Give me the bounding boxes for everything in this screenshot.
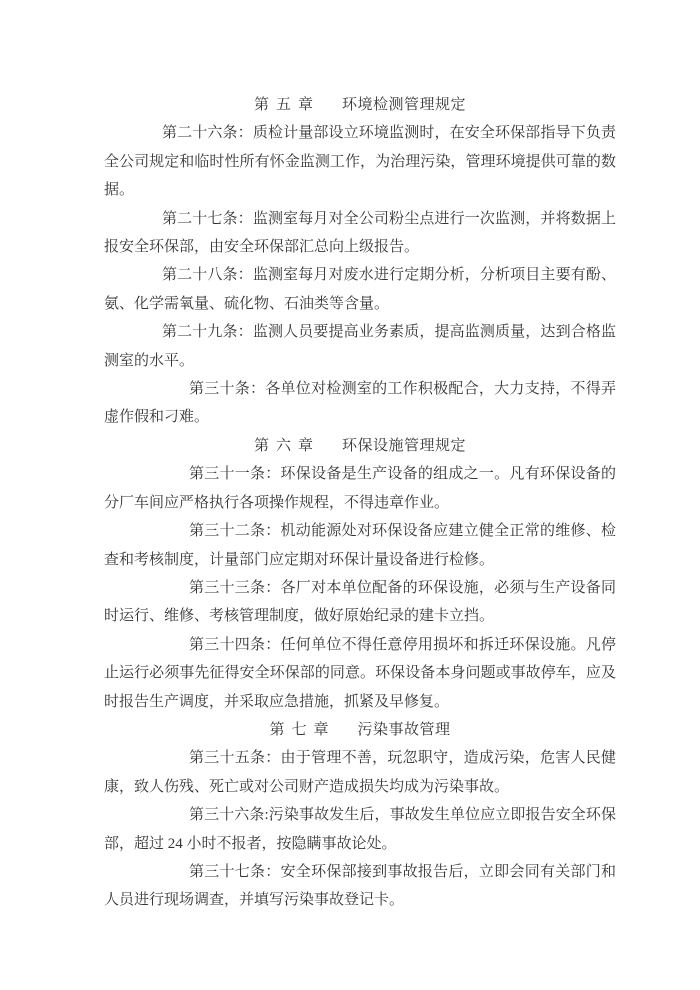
document-content: [104, 91, 616, 915]
chapter-5-title: 环境检测管理规定: [342, 97, 467, 113]
article-37-paragraph: 第三十七条：安全环保部接到事故报告后，立即会同有关部门和人员进行现场调查，并填写污染事故登记卡。: [104, 863, 616, 909]
article-33-paragraph: 第三十三条：各厂对本单位配备的环保设施，必须与生产设备同时运行、维修、考核管理制度，做好原始纪录的建卡立挡。: [104, 579, 616, 625]
chapter-heading-gap: [320, 108, 342, 109]
chapter-7-title: 污染事故管理: [357, 721, 451, 738]
article-36-paragraph: 第三十六条:污染事故发生后，事故发生单位应立即报告安全环保部，超过 24 小时不报者，按隐瞒事故论处。: [104, 807, 616, 852]
article-26-paragraph: 第二十六条：质检计量部设立环境监测时，在安全环保部指导下负责全公司规定和临时性所有怀金监测工作，为治理污染，管理环境提供可靠的数据。: [104, 125, 616, 199]
chapter-7-heading: [104, 716, 616, 744]
chapter-6-heading: [104, 432, 616, 460]
chapter-7-number: 第七章: [269, 721, 336, 738]
article-32-paragraph: 第三十二条：机动能源处对环保设备应建立健全正常的维修、检查和考核制度，计量部门应定期对环保计量设备进行检修。: [104, 523, 616, 568]
article-27-paragraph: 第二十七条：监测室每月对全公司粉尘点进行一次监测，并将数据上报安全环保部，由安全环保部汇总向上级报告。: [104, 210, 616, 256]
article-29-paragraph: 第二十九条：监测人员要提高业务素质，提高监测质量，达到合格监测室的水平。: [104, 324, 616, 369]
chapter-heading-gap: [336, 733, 358, 734]
chapter-6-number: 第六章: [253, 437, 320, 454]
chapter-5-number: 第五章: [253, 97, 320, 113]
article-31-paragraph: 第三十一条：环保设备是生产设备的组成之一。凡有环保设备的分厂车间应严格执行各项操作规程，不得违章作业。: [104, 466, 616, 511]
article-35-paragraph: 第三十五条：由于管理不善，玩忽职守，造成污染，危害人民健康，致人伤残、死亡或对公司财产造成损失均成为污染事故。: [104, 750, 616, 795]
chapter-5-heading: [104, 91, 616, 119]
chapter-6-title: 环保设施管理规定: [342, 437, 467, 454]
article-34-paragraph: 第三十四条：任何单位不得任意停用损坏和拆迁环保设施。凡停止运行必须事先征得安全环保部的同意。环保设备本身问题或事故停车，应及时报告生产调度，并采取应急措施，抓紧及早修复。: [104, 636, 616, 710]
chapter-heading-gap: [320, 449, 342, 450]
article-28-paragraph: 第二十八条：监测室每月对废水进行定期分析，分析项目主要有酚、氨、化学需氧量、硫化物、石油类等含量。: [104, 267, 616, 312]
article-30-paragraph: 第三十条：各单位对检测室的工作积极配合，大力支持，不得弄虚作假和刁难。: [104, 381, 616, 426]
